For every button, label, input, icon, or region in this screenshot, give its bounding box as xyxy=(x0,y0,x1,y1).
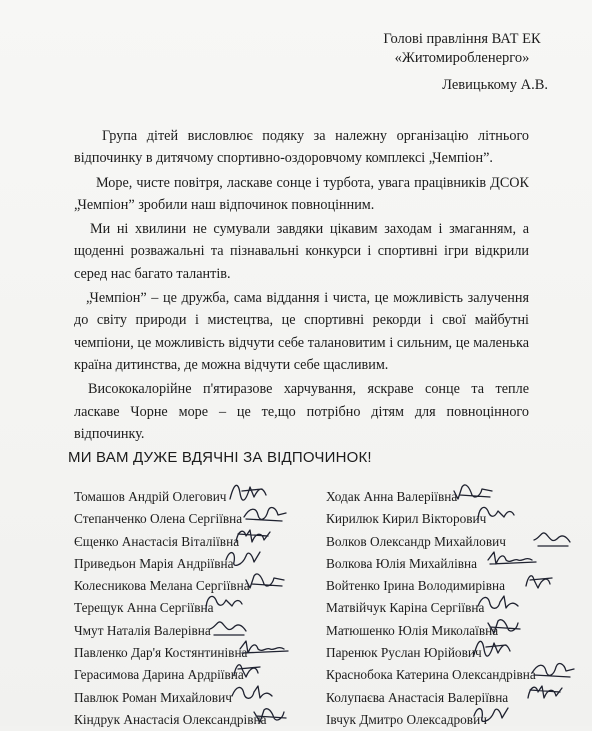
signatory-row xyxy=(74,531,324,553)
signatory-name: Паренюк Руслан Юрійович xyxy=(326,645,482,661)
signatory-name: Матюшенко Юлія Миколаївна xyxy=(326,622,499,638)
signatories-left-column xyxy=(74,486,324,731)
signatory-name: Кирилюк Кирил Вікторович xyxy=(326,511,487,527)
paragraph-2: Море, чисте повітря, ласкаве сонце і турбота, увага працівників ДСОК „Чемпіон” зробили наш відпочинок повноцінним. xyxy=(74,174,529,213)
letter-body xyxy=(74,125,529,447)
signatory-name: Чмут Наталія Валерівна xyxy=(74,622,211,638)
signatory-row xyxy=(326,620,586,642)
signatory-name: Томашов Андрій Олегович xyxy=(74,489,227,504)
thanks-heading: МИ ВАМ ДУЖЕ ВДЯЧНІ ЗА ВІДПОЧИНОК! xyxy=(68,449,372,466)
paragraph-1: Група дітей висловлює подяку за належну організацію літнього відпочинку в дитячому спортивно-оздоровчому комплексі „Чемпіон”. xyxy=(74,128,529,167)
signatory-name: Волкова Юлія Михайлівна xyxy=(326,555,478,571)
signatory-name: Колесникова Мелана Сергіївна xyxy=(74,578,250,594)
signatory-name: Матвійчук Каріна Сергіївна xyxy=(326,600,485,616)
signatory-row xyxy=(326,597,586,619)
signatory-name: Войтенко Ірина Володимирівна xyxy=(326,578,506,594)
signatory-row xyxy=(326,531,586,553)
signatory-row xyxy=(74,597,324,619)
addressee-block xyxy=(352,30,572,95)
signatory-row xyxy=(74,642,324,664)
signatory-name: Волков Олександр Михайлович xyxy=(326,533,506,549)
handwritten-signature xyxy=(472,702,524,728)
signatory-name: Ходак Анна Валеріївна xyxy=(326,489,458,504)
signatory-row xyxy=(74,508,324,530)
signatory-row xyxy=(326,709,586,731)
paragraph-3: Ми ні хвилини не сумували завдяки цікавим заходам і змаганням, а щоденні розважальні та пізнавальні конкурси і спортивні ігри відкрили серед нас багато талантів. xyxy=(74,221,529,282)
paragraph-5: Висококалорійне п'ятиразове харчування, яскраве сонце та тепле ласкаве Чорне море – це те,що потрібно дітям для повноцінного відпочинку. xyxy=(74,381,529,442)
handwritten-signature xyxy=(250,702,302,728)
signatory-name: Колупаєва Анастасія Валеріївна xyxy=(326,689,509,705)
signatory-name: Кіндрук Анастасія Олександрівна xyxy=(74,711,267,727)
signatory-name: Єщенко Анастасія Віталіївна xyxy=(74,533,240,549)
signatory-name: Степанченко Олена Сергіївна xyxy=(74,511,243,527)
signatory-row xyxy=(74,709,324,731)
signatory-name: Приведьон Марія Андріївна xyxy=(74,555,234,571)
signatory-name: Герасимова Дарина Ардріївна xyxy=(74,667,244,683)
signatory-row xyxy=(74,664,324,686)
signatory-name: Терещук Анна Сергіївна xyxy=(74,600,214,616)
signatory-name: Краснобока Катерина Олександрівна xyxy=(326,667,536,683)
addressee-line-2: «Житомиробленерго» xyxy=(394,50,530,66)
signatory-name: Івчук Дмитро Олексадрович xyxy=(326,711,487,727)
handwritten-signature xyxy=(524,680,576,706)
signatory-row xyxy=(74,575,324,597)
signatory-name: Павлюк Роман Михайлович xyxy=(74,689,232,705)
paragraph-4: „Чемпіон” – це дружба, сама віддання і чиста, це можливість залучення до світу природи і мистецтва, це спортивні рекорди і свої майбутні чемпіони, це можливість відчути себе талановитим і сильним, це маленька країна дитинства, де можна відчути себе щасливим. xyxy=(74,290,529,373)
addressee-recipient: Левицькому А.В. xyxy=(442,77,548,93)
handwritten-signature xyxy=(472,635,524,661)
signatory-row xyxy=(326,687,586,709)
addressee-line-1: Голові правління ВАТ ЕК xyxy=(383,31,541,47)
signatory-row xyxy=(326,486,586,508)
handwritten-signature xyxy=(532,524,584,550)
signatory-row xyxy=(326,575,586,597)
signatory-name: Павленко Дар'я Костянтинівна xyxy=(74,645,248,661)
signatories-right-column xyxy=(326,486,586,731)
handwritten-signature xyxy=(522,568,574,594)
handwritten-signature xyxy=(474,501,526,527)
